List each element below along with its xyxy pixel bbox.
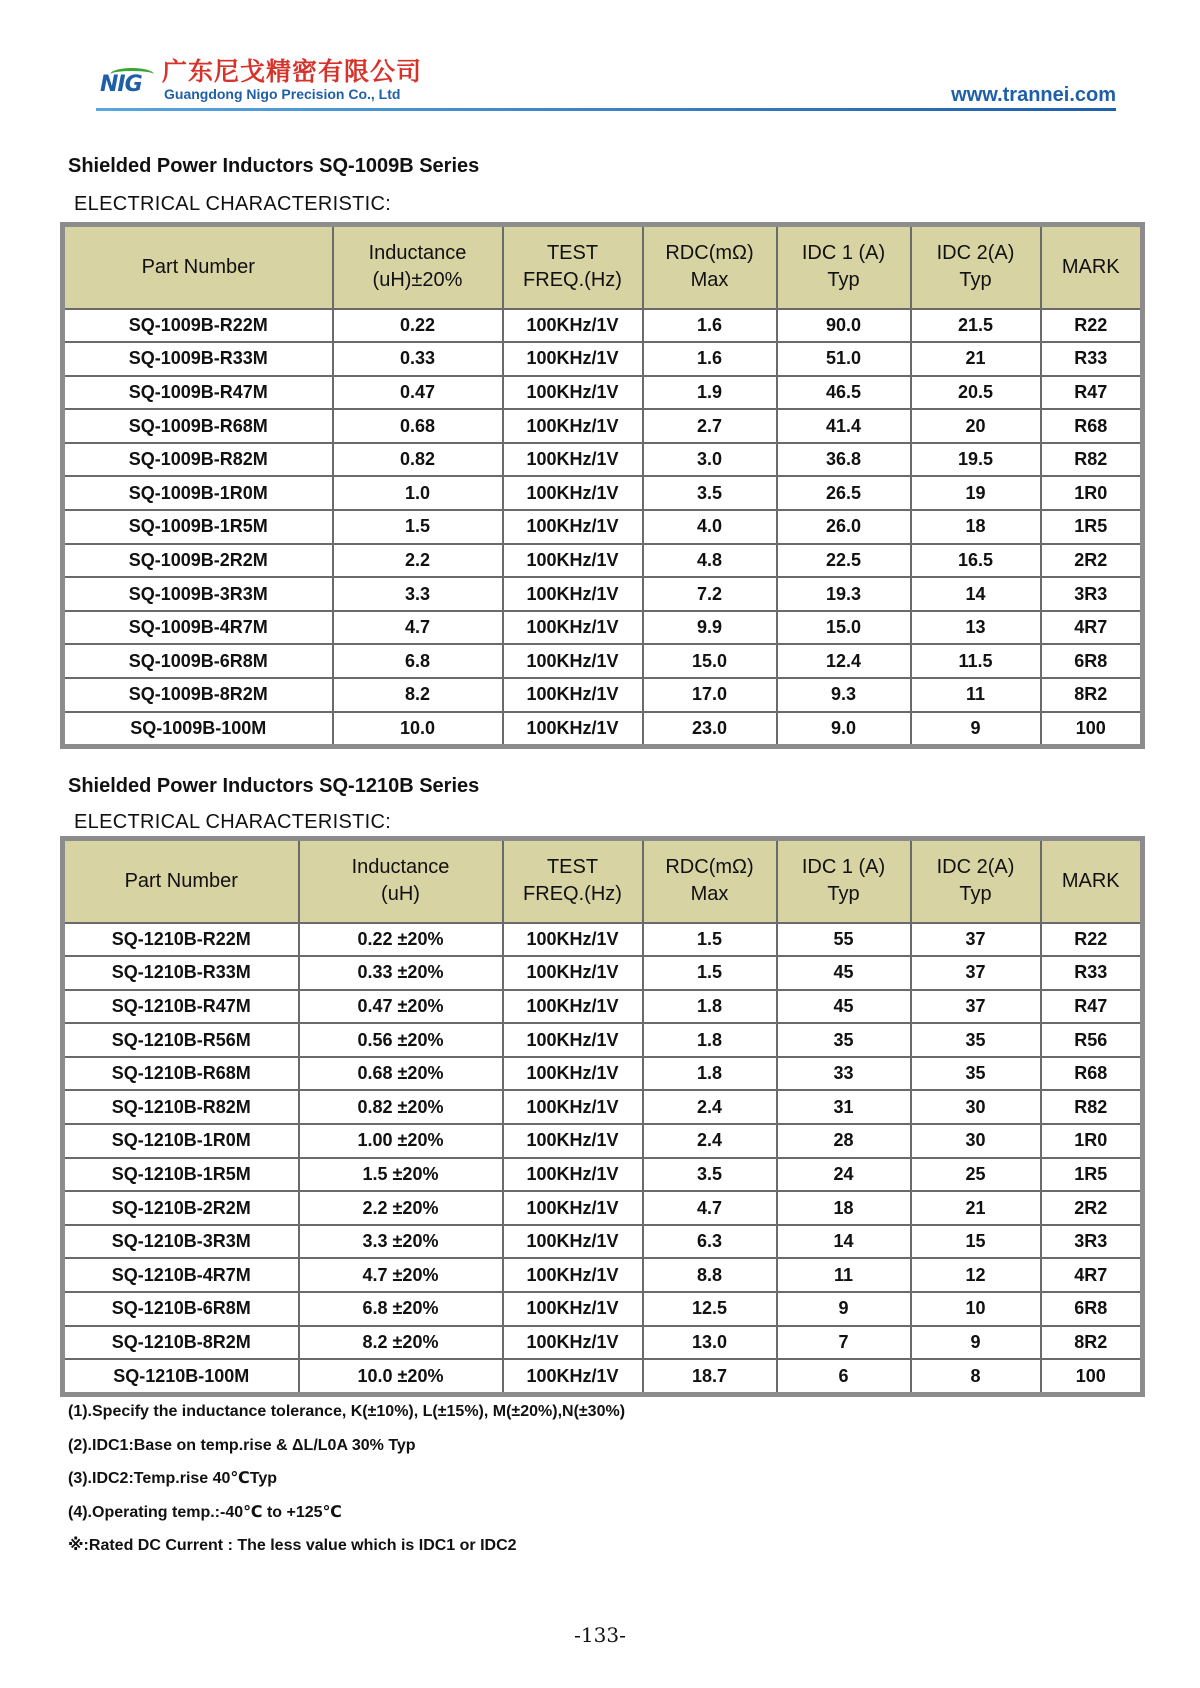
note-line: (2).IDC1:Base on temp.rise & ΔL/L0A 30% Typ	[68, 1436, 416, 1454]
table-cell: 21	[911, 1191, 1041, 1225]
table-cell: 9.0	[777, 712, 911, 747]
table-cell: 31	[777, 1090, 911, 1124]
table-cell: 100KHz/1V	[503, 1191, 643, 1225]
table-cell: SQ-1009B-R68M	[63, 409, 333, 443]
table-header-row	[63, 225, 1143, 309]
table-cell: 8.8	[643, 1258, 777, 1292]
table-cell: 14	[777, 1225, 911, 1259]
table-cell: 100KHz/1V	[503, 611, 643, 645]
table-cell: 8R2	[1041, 678, 1143, 712]
table-row	[63, 1023, 1143, 1057]
table-cell: 21	[911, 342, 1041, 376]
table-cell: 1.0	[333, 476, 503, 510]
table-cell: 0.82	[333, 443, 503, 477]
table-cell: 23.0	[643, 712, 777, 747]
table-cell: 6.8	[333, 644, 503, 678]
column-header	[643, 225, 777, 309]
table-row	[63, 1090, 1143, 1124]
table-cell: 6R8	[1041, 1292, 1143, 1326]
column-header	[911, 839, 1041, 923]
section1-title: Shielded Power Inductors SQ-1009B Series	[68, 155, 480, 177]
table-cell: 100KHz/1V	[503, 990, 643, 1024]
table-cell: R47	[1041, 990, 1143, 1024]
table-cell: 8.2 ±20%	[299, 1326, 503, 1360]
table-cell: 3.3 ±20%	[299, 1225, 503, 1259]
column-header	[333, 225, 503, 309]
table-row	[63, 644, 1143, 678]
table-cell: 100KHz/1V	[503, 309, 643, 343]
table-cell: SQ-1210B-2R2M	[63, 1191, 299, 1225]
table-cell: 36.8	[777, 443, 911, 477]
table-cell: SQ-1009B-100M	[63, 712, 333, 747]
table-cell: R82	[1041, 1090, 1143, 1124]
table-cell: 3R3	[1041, 577, 1143, 611]
table-row	[63, 376, 1143, 410]
column-header-line: IDC 1 (A)	[801, 856, 886, 879]
table-row	[63, 510, 1143, 544]
table-row	[63, 990, 1143, 1024]
table-cell: SQ-1009B-6R8M	[63, 644, 333, 678]
table-cell: 2R2	[1041, 1191, 1143, 1225]
table-cell: 9	[911, 712, 1041, 747]
table-cell: 8R2	[1041, 1326, 1143, 1360]
table-cell: SQ-1210B-100M	[63, 1359, 299, 1394]
table-cell: SQ-1210B-R33M	[63, 956, 299, 990]
table-cell: SQ-1210B-R68M	[63, 1057, 299, 1091]
table-cell: 3.5	[643, 1158, 777, 1192]
table-cell: 1.8	[643, 1057, 777, 1091]
column-header-line: MARK	[1061, 869, 1120, 892]
table-cell: 7	[777, 1326, 911, 1360]
table-cell: 10	[911, 1292, 1041, 1326]
table-cell: 100KHz/1V	[503, 544, 643, 578]
table-cell: 3R3	[1041, 1225, 1143, 1259]
table-cell: SQ-1009B-R22M	[63, 309, 333, 343]
column-header-line: Inductance	[351, 856, 450, 879]
table-cell: SQ-1009B-R33M	[63, 342, 333, 376]
table-row	[63, 712, 1143, 747]
table-cell: SQ-1210B-R22M	[63, 923, 299, 957]
website-link[interactable]: www.trannei.com	[951, 84, 1116, 106]
table-cell: 11.5	[911, 644, 1041, 678]
table-cell: 35	[911, 1023, 1041, 1057]
table-cell: 12.5	[643, 1292, 777, 1326]
table-cell: 22.5	[777, 544, 911, 578]
table-row	[63, 476, 1143, 510]
table-cell: 37	[911, 923, 1041, 957]
table-row	[63, 611, 1143, 645]
table-cell: SQ-1210B-R47M	[63, 990, 299, 1024]
table-cell: 37	[911, 990, 1041, 1024]
table-cell: 51.0	[777, 342, 911, 376]
table-cell: 1.00 ±20%	[299, 1124, 503, 1158]
note-line: (4).Operating temp.:-40℃ to +125℃	[68, 1503, 342, 1521]
logo-text: NIG	[100, 72, 142, 97]
table-cell: 1.5	[643, 923, 777, 957]
table-cell: 1R0	[1041, 476, 1143, 510]
table-cell: 3.3	[333, 577, 503, 611]
table-cell: 16.5	[911, 544, 1041, 578]
table-row	[63, 342, 1143, 376]
table-cell: 1.8	[643, 990, 777, 1024]
table-cell: 6.8 ±20%	[299, 1292, 503, 1326]
table-cell: 55	[777, 923, 911, 957]
column-header-line: IDC 2(A)	[936, 242, 1015, 265]
column-header-line: FREQ.(Hz)	[523, 269, 622, 292]
table-cell: 19.3	[777, 577, 911, 611]
table-cell: 11	[777, 1258, 911, 1292]
table-cell: 11	[911, 678, 1041, 712]
table-row	[63, 544, 1143, 578]
table-cell: 20	[911, 409, 1041, 443]
column-header-line: (uH)±20%	[372, 269, 463, 292]
table-cell: 4.7 ±20%	[299, 1258, 503, 1292]
table-row	[63, 409, 1143, 443]
table-cell: 33	[777, 1057, 911, 1091]
company-name-chinese: 广东尼戈精密有限公司	[162, 57, 423, 86]
table-cell: 0.22	[333, 309, 503, 343]
table-cell: 1.5	[643, 956, 777, 990]
table-cell: 37	[911, 956, 1041, 990]
table-cell: 1.6	[643, 342, 777, 376]
page-header	[96, 50, 1116, 114]
table-cell: 9.9	[643, 611, 777, 645]
table-cell: 4.7	[643, 1191, 777, 1225]
table-cell: 100KHz/1V	[503, 443, 643, 477]
table-cell: 9.3	[777, 678, 911, 712]
table-cell: 1.8	[643, 1023, 777, 1057]
table-cell: SQ-1009B-3R3M	[63, 577, 333, 611]
table-cell: 0.47 ±20%	[299, 990, 503, 1024]
table-cell: 9	[911, 1326, 1041, 1360]
table-cell: 6R8	[1041, 644, 1143, 678]
table-cell: 2.4	[643, 1090, 777, 1124]
note-line: ※:Rated DC Current : The less value which is IDC1 or IDC2	[68, 1537, 517, 1554]
table-cell: 90.0	[777, 309, 911, 343]
table-row	[63, 678, 1143, 712]
table-cell: R68	[1041, 409, 1143, 443]
column-header-line: TEST	[546, 242, 599, 265]
table-row	[63, 443, 1143, 477]
table-cell: 100KHz/1V	[503, 1090, 643, 1124]
table-cell: 2.4	[643, 1124, 777, 1158]
column-header	[777, 839, 911, 923]
table-cell: SQ-1009B-R82M	[63, 443, 333, 477]
column-header-line: Typ	[959, 883, 992, 906]
table-cell: 100KHz/1V	[503, 956, 643, 990]
table-cell: R33	[1041, 342, 1143, 376]
table-cell: SQ-1009B-1R5M	[63, 510, 333, 544]
table-cell: R47	[1041, 376, 1143, 410]
table-cell: 1.5	[333, 510, 503, 544]
table-row	[63, 1258, 1143, 1292]
column-header-line: IDC 1 (A)	[801, 242, 886, 265]
table-cell: 100	[1041, 1359, 1143, 1394]
table-row	[63, 1292, 1143, 1326]
table-cell: 0.68 ±20%	[299, 1057, 503, 1091]
table-cell: 35	[777, 1023, 911, 1057]
table-cell: 12.4	[777, 644, 911, 678]
table-cell: 10.0 ±20%	[299, 1359, 503, 1394]
table-cell: 8	[911, 1359, 1041, 1394]
table-cell: 100KHz/1V	[503, 1124, 643, 1158]
table-cell: 9	[777, 1292, 911, 1326]
column-header	[503, 839, 643, 923]
table-row	[63, 1225, 1143, 1259]
column-header	[777, 225, 911, 309]
column-header-line: Inductance	[368, 242, 467, 265]
company-logo	[100, 64, 166, 98]
table-cell: 100KHz/1V	[503, 577, 643, 611]
table-cell: SQ-1210B-4R7M	[63, 1258, 299, 1292]
column-header-line: Part Number	[124, 869, 238, 892]
table-cell: 41.4	[777, 409, 911, 443]
section2-title: Shielded Power Inductors SQ-1210B Series	[68, 775, 480, 797]
page-number: -133-	[574, 1623, 626, 1647]
table-cell: R22	[1041, 923, 1143, 957]
column-header	[299, 839, 503, 923]
table-cell: 100KHz/1V	[503, 1258, 643, 1292]
table-row	[63, 1057, 1143, 1091]
table-cell: SQ-1210B-8R2M	[63, 1326, 299, 1360]
table-row	[63, 923, 1143, 957]
table-cell: 100KHz/1V	[503, 510, 643, 544]
table-cell: 1R5	[1041, 510, 1143, 544]
table-cell: 0.33 ±20%	[299, 956, 503, 990]
table-cell: 1R5	[1041, 1158, 1143, 1192]
table-cell: 0.68	[333, 409, 503, 443]
table-cell: SQ-1210B-1R0M	[63, 1124, 299, 1158]
table-cell: 46.5	[777, 376, 911, 410]
column-header	[63, 839, 299, 923]
table-cell: 21.5	[911, 309, 1041, 343]
table-cell: 100KHz/1V	[503, 1057, 643, 1091]
header-divider	[96, 108, 1116, 111]
column-header-line: Max	[690, 883, 729, 906]
section1-subtitle: ELECTRICAL CHARACTERISTIC:	[74, 193, 392, 215]
table-row	[63, 577, 1143, 611]
column-header	[643, 839, 777, 923]
column-header	[911, 225, 1041, 309]
table-cell: 4R7	[1041, 1258, 1143, 1292]
table-row	[63, 1326, 1143, 1360]
table-cell: 100KHz/1V	[503, 342, 643, 376]
table-cell: 1.5 ±20%	[299, 1158, 503, 1192]
table-cell: 17.0	[643, 678, 777, 712]
table-cell: 18	[911, 510, 1041, 544]
table-cell: 100KHz/1V	[503, 923, 643, 957]
table-row	[63, 1191, 1143, 1225]
table-cell: 15.0	[777, 611, 911, 645]
column-header-line: IDC 2(A)	[936, 856, 1015, 879]
table-cell: 100KHz/1V	[503, 1225, 643, 1259]
table-cell: 30	[911, 1124, 1041, 1158]
column-header	[503, 225, 643, 309]
table-cell: 2.2	[333, 544, 503, 578]
table-cell: 0.22 ±20%	[299, 923, 503, 957]
table-cell: 0.33	[333, 342, 503, 376]
table-cell: 100KHz/1V	[503, 1359, 643, 1394]
table-cell: 2R2	[1041, 544, 1143, 578]
table-cell: 26.5	[777, 476, 911, 510]
note-line: (1).Specify the inductance tolerance, K(±10%), L(±15%), M(±20%),N(±30%)	[68, 1403, 626, 1420]
section2-subtitle: ELECTRICAL CHARACTERISTIC:	[74, 811, 392, 833]
table-cell: SQ-1210B-R82M	[63, 1090, 299, 1124]
table-cell: 35	[911, 1057, 1041, 1091]
table-cell: 0.56 ±20%	[299, 1023, 503, 1057]
column-header-line: TEST	[546, 856, 599, 879]
table-cell: R22	[1041, 309, 1143, 343]
column-header-line: Typ	[959, 269, 992, 292]
table-cell: 45	[777, 956, 911, 990]
column-header	[1041, 225, 1143, 309]
table-cell: R82	[1041, 443, 1143, 477]
table-cell: 1.9	[643, 376, 777, 410]
table-cell: SQ-1009B-R47M	[63, 376, 333, 410]
column-header-line: Max	[690, 269, 729, 292]
table-cell: 100KHz/1V	[503, 678, 643, 712]
table-cell: 18.7	[643, 1359, 777, 1394]
table-cell: 6	[777, 1359, 911, 1394]
table-cell: 15.0	[643, 644, 777, 678]
table-cell: 100KHz/1V	[503, 712, 643, 747]
table-cell: 8.2	[333, 678, 503, 712]
sq-1210b-spec-table	[60, 836, 1145, 1397]
table-cell: 100KHz/1V	[503, 1023, 643, 1057]
table-row	[63, 1124, 1143, 1158]
table-cell: 100KHz/1V	[503, 476, 643, 510]
table-cell: 25	[911, 1158, 1041, 1192]
column-header-line: FREQ.(Hz)	[523, 883, 622, 906]
table-cell: 4.0	[643, 510, 777, 544]
table-cell: R56	[1041, 1023, 1143, 1057]
table-cell: 10.0	[333, 712, 503, 747]
table-header-row	[63, 839, 1143, 923]
table-cell: SQ-1210B-R56M	[63, 1023, 299, 1057]
table-cell: SQ-1210B-1R5M	[63, 1158, 299, 1192]
table-cell: 4.8	[643, 544, 777, 578]
table-cell: SQ-1210B-3R3M	[63, 1225, 299, 1259]
table-cell: 18	[777, 1191, 911, 1225]
table-row	[63, 1158, 1143, 1192]
table-cell: 4R7	[1041, 611, 1143, 645]
table-cell: SQ-1210B-6R8M	[63, 1292, 299, 1326]
table-cell: 2.2 ±20%	[299, 1191, 503, 1225]
column-header-line: RDC(mΩ)	[665, 242, 754, 265]
table-cell: SQ-1009B-1R0M	[63, 476, 333, 510]
column-header	[63, 225, 333, 309]
sq-1009b-spec-table	[60, 222, 1145, 749]
note-line: (3).IDC2:Temp.rise 40℃Typ	[68, 1470, 278, 1487]
table-cell: 100	[1041, 712, 1143, 747]
table-cell: R33	[1041, 956, 1143, 990]
table-cell: 45	[777, 990, 911, 1024]
table-cell: 1.6	[643, 309, 777, 343]
table-cell: 19.5	[911, 443, 1041, 477]
table-cell: 20.5	[911, 376, 1041, 410]
table-cell: SQ-1009B-2R2M	[63, 544, 333, 578]
table-cell: 100KHz/1V	[503, 1292, 643, 1326]
table-cell: 100KHz/1V	[503, 1326, 643, 1360]
table-cell: SQ-1009B-8R2M	[63, 678, 333, 712]
column-header-line: Part Number	[141, 255, 255, 278]
table-cell: 0.47	[333, 376, 503, 410]
table-cell: 100KHz/1V	[503, 409, 643, 443]
table-cell: 30	[911, 1090, 1041, 1124]
table-cell: 12	[911, 1258, 1041, 1292]
table-cell: R68	[1041, 1057, 1143, 1091]
table-cell: 3.0	[643, 443, 777, 477]
column-header-line: MARK	[1061, 255, 1120, 278]
table-cell: 28	[777, 1124, 911, 1158]
table-cell: 14	[911, 577, 1041, 611]
column-header-line: RDC(mΩ)	[665, 856, 754, 879]
table-row	[63, 956, 1143, 990]
column-header-line: (uH)	[381, 883, 420, 906]
notes-block	[68, 1395, 625, 1563]
table-cell: 3.5	[643, 476, 777, 510]
table-row	[63, 1359, 1143, 1394]
table-cell: 13.0	[643, 1326, 777, 1360]
table-cell: 13	[911, 611, 1041, 645]
table-cell: 24	[777, 1158, 911, 1192]
table-row	[63, 309, 1143, 343]
column-header	[1041, 839, 1143, 923]
table-cell: 19	[911, 476, 1041, 510]
table-cell: 6.3	[643, 1225, 777, 1259]
table-cell: 4.7	[333, 611, 503, 645]
table-cell: 15	[911, 1225, 1041, 1259]
table-cell: 100KHz/1V	[503, 644, 643, 678]
column-header-line: Typ	[827, 883, 860, 906]
table-cell: 26.0	[777, 510, 911, 544]
company-name-english: Guangdong Nigo Precision Co., Ltd	[164, 86, 401, 102]
column-header-line: Typ	[827, 269, 860, 292]
table-cell: 100KHz/1V	[503, 1158, 643, 1192]
table-cell: 2.7	[643, 409, 777, 443]
table-cell: 1R0	[1041, 1124, 1143, 1158]
table-cell: SQ-1009B-4R7M	[63, 611, 333, 645]
table-cell: 0.82 ±20%	[299, 1090, 503, 1124]
table-cell: 7.2	[643, 577, 777, 611]
table-cell: 100KHz/1V	[503, 376, 643, 410]
